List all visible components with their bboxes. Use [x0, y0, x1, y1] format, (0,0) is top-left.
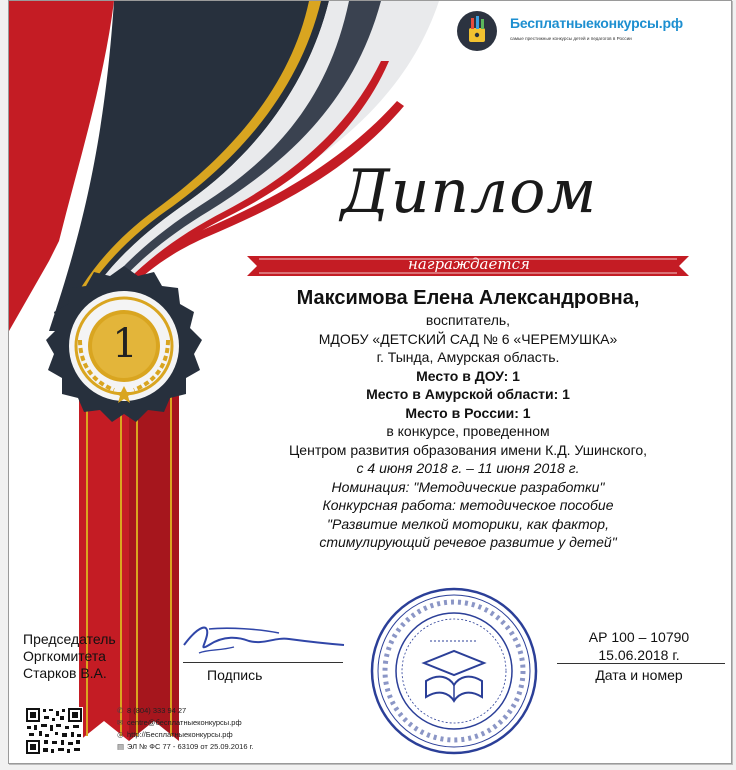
date-number-label: Дата и номер: [595, 667, 683, 683]
contest-organizer: Центром развития образования имени К.Д. Ушинского,: [288, 441, 648, 458]
pencil-cup-icon: [457, 11, 497, 51]
logo-title: Бесплатныеконкурсы.рф: [510, 15, 683, 31]
contact-phone[interactable]: [117, 705, 253, 717]
document-number-block: [549, 628, 729, 664]
nomination: Номинация: "Методические разработки": [331, 478, 605, 495]
contacts-block: [117, 705, 253, 753]
qr-code-image[interactable]: [25, 707, 83, 755]
logo-subtitle: самые престижные конкурсы детей и педагогов в России: [510, 36, 632, 41]
signature-graphic: [179, 615, 349, 665]
document-number: АР 100 – 10790: [588, 629, 690, 645]
work-title-line1: "Развитие мелкой моторики, как фактор,: [327, 515, 609, 532]
diploma-sheet: [8, 0, 732, 764]
contact-license: [117, 741, 253, 753]
chairman-name: Старков В.А.: [23, 665, 107, 681]
recipient-position: воспитатель,: [425, 312, 511, 328]
official-seal: [364, 581, 544, 761]
date-line: [557, 663, 725, 664]
globe-icon: ◎: [117, 730, 124, 739]
signature-label: Подпись: [207, 667, 263, 683]
diploma-title: Диплом: [340, 157, 598, 227]
award-details: [189, 285, 732, 552]
place-dou: Место в ДОУ: 1: [416, 367, 520, 384]
chairman-line2: Оргкомитета: [23, 648, 106, 664]
phone-icon: ✆: [117, 706, 124, 715]
contact-email[interactable]: [117, 717, 253, 729]
place-region: Место в Амурской области: 1: [366, 386, 570, 402]
site-text: http://Бесплатныеконкурсы.рф: [127, 730, 233, 739]
chairman-line1: Председатель: [23, 631, 116, 647]
work-title-line2: стимулирующий речевое развитие у детей": [319, 534, 617, 550]
place-russia: Место в России: 1: [405, 404, 531, 421]
recipient-organization: МДОБУ «ДЕТСКИЙ САД № 6 «ЧЕРЕМУШКА»: [318, 330, 618, 347]
medal-number: 1: [112, 321, 138, 367]
signature-line: [183, 662, 343, 663]
chairman-block: [23, 631, 116, 682]
license-text: ЭЛ № ФС 77 - 63109 от 25.09.2016 г.: [127, 742, 254, 751]
email-text: centre@бесплатныеконкурсы.рф: [127, 718, 242, 727]
document-icon: ▤: [117, 742, 125, 751]
recipient-city: г. Тында, Амурская область.: [376, 349, 560, 365]
awarded-ribbon-text: награждается: [408, 255, 530, 273]
recipient-name: Максимова Елена Александровна,: [296, 287, 640, 309]
contest-dates: с 4 июня 2018 г. – 11 июня 2018 г.: [356, 460, 580, 476]
mail-icon: ✉: [117, 718, 124, 727]
work-label: Конкурсная работа: методическое пособие: [322, 497, 614, 513]
document-date: 15.06.2018 г.: [598, 647, 680, 663]
contest-intro: в конкурсе, проведенном: [386, 423, 550, 439]
contact-site[interactable]: [117, 729, 253, 741]
site-logo[interactable]: [457, 11, 729, 53]
phone-text: 8 (804) 333 94 27: [127, 706, 187, 715]
